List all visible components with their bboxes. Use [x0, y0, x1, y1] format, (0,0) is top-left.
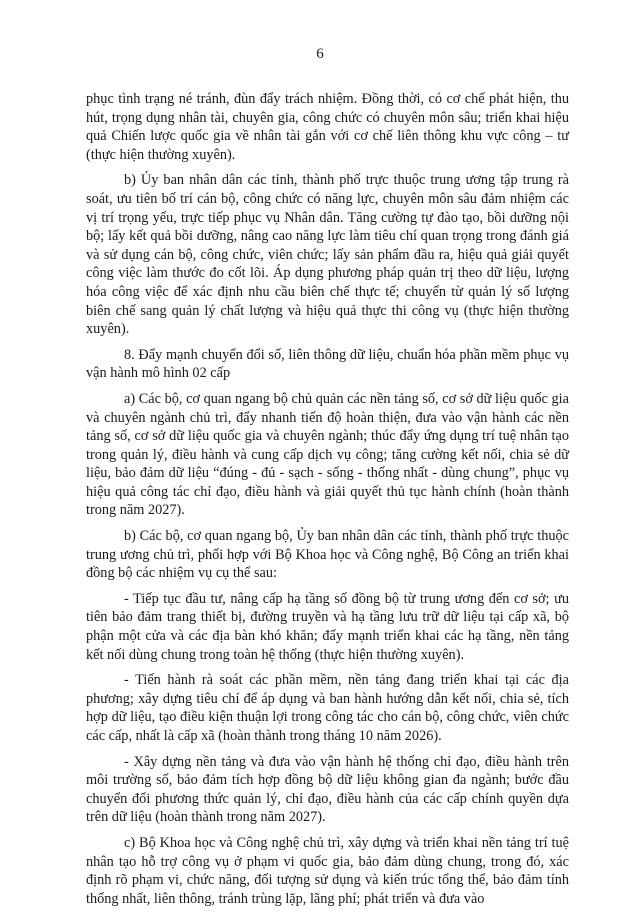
document-body: [86, 90, 569, 915]
paragraph-c-ai: c) Bộ Khoa học và Công nghệ chủ trì, xây dựng và triển khai nền tảng trí tuệ nhân tạo hỗ trợ công vụ ở phạm vi quốc gia, bảo đảm dùng chung, trong đó, xác định rõ phạm vi, chức năng, đối tượng sử dụng và kiến trúc tổng thể, bảo đảm tính thống nhất, liên thông, tránh trùng lặp, lãng phí; phát triển và đưa vào: [86, 834, 569, 907]
paragraph-b-ministries: b) Các bộ, cơ quan ngang bộ, Ủy ban nhân dân các tỉnh, thành phố trực thuộc trung ương chủ trì, phối hợp với Bộ Khoa học và Công nghệ, Bộ Công an triển khai đồng bộ các nhiệm vụ cụ thể sau:: [86, 528, 569, 582]
page-number: 6: [316, 46, 324, 62]
bullet-software-review: - Tiến hành rà soát các phần mềm, nền tảng đang triển khai tại các địa phương; xây dựng tiêu chí để áp dụng và ban hành hướng dẫn kết nối, chia sẻ, tích hợp dữ liệu, tạo điều kiện thuận lợi trong công tác cho cán bộ, công chức, viên chức các cấp, nhất là cấp xã (hoàn thành trong tháng 10 năm 2026).: [86, 672, 569, 744]
paragraph-continuation: phục tình trạng né tránh, đùn đẩy trách nhiệm. Đồng thời, có cơ chế phát hiện, thu hút, trọng dụng nhân tài, chuyên gia, công chức có chuyên môn sâu; triển khai hiệu quả Chiến lược quốc gia về nhân tài gắn với cơ chế liên thông khu vực công – tư (thực hiện thường xuyên).: [86, 91, 569, 163]
bullet-digital-platform: - Xây dựng nền tảng và đưa vào vận hành hệ thống chỉ đạo, điều hành trên môi trường số, bảo đảm tích hợp đồng bộ dữ liệu không gian đa ngành; bước đầu chuyển đổi phương thức quản lý, chỉ đạo, điều hành của các cấp chính quyền dựa trên dữ liệu (hoàn thành trong năm 2027).: [86, 753, 569, 826]
paragraph-b-provinces: b) Ủy ban nhân dân các tỉnh, thành phố trực thuộc trung ương tập trung rà soát, ưu tiên bố trí cán bộ, công chức có năng lực, chuyên môn sâu đảm nhiệm các vị trí trọng yếu, trực tiếp phục vụ Nhân dân. Tăng cường tự đào tạo, bồi dưỡng nội bộ; lấy kết quả bồi dưỡng, nâng cao năng lực làm tiêu chí quan trọng trong đánh giá và sử dụng cán bộ, công chức, viên chức; lấy sản phẩm đầu ra, hiệu quả giải quyết công việc làm thước đo cốt lõi. Áp dụng phương pháp quản trị theo dữ liệu, lượng hóa công việc để xác định nhu cầu biên chế thực tế; chuyển từ quản lý số lượng biên chế sang quản lý chất lượng và hiệu quả thực thi công vụ (thực hiện thường xuyên).: [86, 172, 569, 338]
bullet-infrastructure: - Tiếp tục đầu tư, nâng cấp hạ tầng số đồng bộ từ trung ương đến cơ sở; ưu tiên bảo đảm trang thiết bị, đường truyền và hạ tầng lưu trữ dữ liệu tại cấp xã, bộ phận một cửa và các địa bàn khó khăn; đẩy mạnh triển khai các hạ tầng, nền tảng kết nối dùng chung trong toàn hệ thống (thực hiện thường xuyên).: [86, 590, 569, 663]
section-heading-8: 8. Đẩy mạnh chuyển đổi số, liên thông dữ liệu, chuẩn hóa phần mềm phục vụ vận hành mô hình 02 cấp: [86, 346, 569, 382]
paragraph-a-ministries: a) Các bộ, cơ quan ngang bộ chủ quản các nền tảng số, cơ sở dữ liệu quốc gia và chuyên ngành chủ trì, đẩy nhanh tiến độ hoàn thiện, đưa vào vận hành các nền tảng số, cơ sở dữ liệu quốc gia và chuyên ngành; thúc đẩy ứng dụng trí tuệ nhân tạo trong quản lý, điều hành và cung cấp dịch vụ công; tăng cường kết nối, chia sẻ dữ liệu, bảo đảm dữ liệu “đúng - đủ - sạch - sống - thống nhất - dùng chung”, phục vụ hiệu quả công tác chỉ đạo, điều hành và giải quyết thủ tục hành chính (hoàn thành trong năm 2027).: [86, 390, 569, 519]
